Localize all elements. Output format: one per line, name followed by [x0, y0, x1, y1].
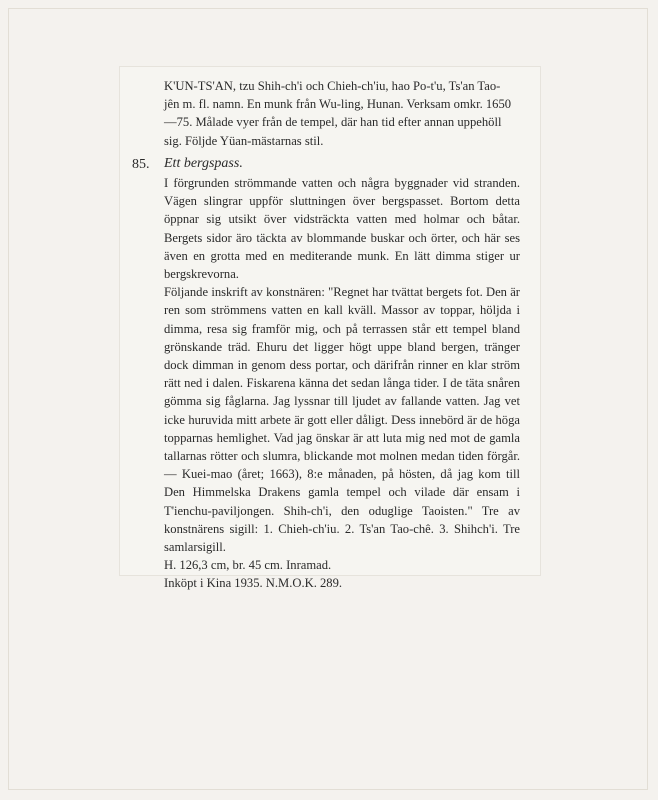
- entry-description: I förgrunden strömmande vatten och några byggnader vid stranden. Vägen slingrar uppför sluttningen över bergspasset. Bortom detta öppnar sig utsikt över vidsträckta vatten med holmar och båtar. Bergets sidor äro täckta av blommande buskar och örter, och här ses även en grotta med en mediterande munk. En lätt dimma stiger ur bergskrevorna.: [164, 176, 520, 282]
- artist-intro: [164, 77, 514, 150]
- entry-number: 85.: [132, 157, 150, 172]
- entry-inscription: Följande inskrift av konstnären: "Regnet har tvättat bergets fot. Den är ren som strömmens vatten en kall kväll. Massor av toppar, höljda i dimma, resa sig framför mig, och på terrassen står ett tempel bland grönskande träd. Ehuru det ligger högt uppe bland bergen, tränger dock dimman in genom dess portar, och därifrån rinner en klar ström rätt ned i dalen. Fiskarena känna det sedan långa tider. I de täta snåren gömma sig fåglarna. Jag lyssnar till ljudet av fallande vatten. Jag vet icke huruvida mitt arbete är gott eller dåligt. Dess innebörd är de höga topparnas hemlighet. Vad jag önskar är att luta mig ned mot de gamla tallarnas rötter och slumra, blickande mot molnen medan tiden förgår. — Kuei-mao (året; 1663), 8:e månaden, på hösten, då jag kom till Den Himmelska Drakens gamla tempel och vilade där ensam i T'ienchu-paviljongen. Shih-ch'i, den oduglige Taoisten." Tre av konstnärens sigill: 1. Chieh-ch'iu. 2. Ts'an Tao-chê. 3. Shihch'i. Tre samlarsigill.: [164, 285, 520, 555]
- entry-dimensions: H. 126,3 cm, br. 45 cm. Inramad.: [164, 558, 332, 573]
- artist-intro-text: K'UN-TS'AN, tzu Shih-ch'i och Chieh-ch'iu, hao Po-t'u, Ts'an Tao-jên m. fl. namn. En munk från Wu-ling, Hunan. Verksam omkr. 1650—75. Målade vyer från de tempel, där han tid efter annan uppehöll sig. Följde Yüan-mästarnas stil.: [164, 79, 512, 148]
- entry-title: Ett bergspass.: [164, 156, 243, 171]
- entry-body: [164, 174, 520, 593]
- entry-acquisition: Inköpt i Kina 1935. N.M.O.K. 289.: [164, 576, 343, 591]
- catalogue-sheet: [120, 67, 540, 591]
